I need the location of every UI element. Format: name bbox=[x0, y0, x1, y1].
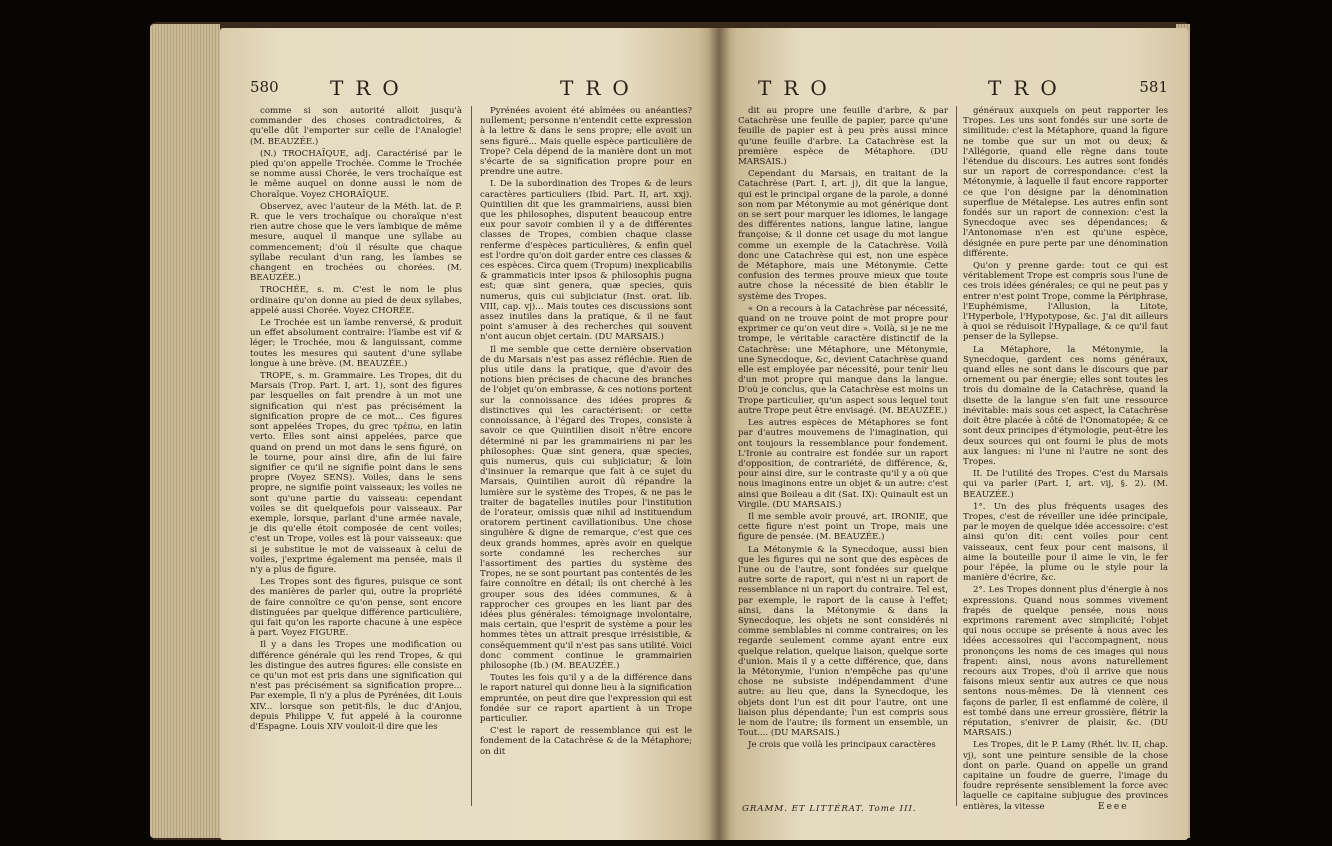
paragraph: I. De la subordination des Tropes & de leurs caractères particuliers (Ibid. Part. II, art. xxj). Quintilien dit que les grammairiens, aussi bien que les philosophes, disputent beaucoup entre eux pour savoir combien il y a de différentes classes de Tropes, combien chaque classe renferme d'espèces particulières, & enfin quel est l'ordre qu'on doit garder entre ces classes & ces espèces. Circa quem (Tropum) inexplicabilis & grammaticis inter ipsos & philosophis pugna est; quæ sint genera, quæ species, quis numerus, quis cui subjiciatur (Inst. orat. lib. VIII, cap. vj)... Mais toutes ces discussions sont assez inutiles dans la pratique, & il ne faut point s'amuser à des recherches qui souvent n'ont aucun objet certain. (DU MARSAIS.) bbox=[480, 179, 692, 343]
paragraph: 1°. Un des plus fréquents usages des Tropes, c'est de réveiller une idée principale, par le moyen de quelque idée accessoire: c'est ainsi qu'on dit: cent voiles pour cent vaisseaux, cent feux pour cent maisons, il aime la bouteille pour il aime le vin, le fer pour l'épée, la plume ou le style pour la manière d'écrire, &c. bbox=[963, 501, 1168, 584]
paragraph: TROPE, s. m. Grammaire. Les Tropes, dit du Marsais (Trop. Part. I, art. 1), sont des figures par lesquelles on fait prendre à un mot une signification qui n'est pas précisément la signification propre de ce mot... Ces figures sont appelées Tropes, du grec τρέπω, en latin verto. Elles sont ainsi appelées, parce que quand on prend un mot dans le sens figuré, on le tourne, pour ainsi dire, afin de lui faire signifier ce qu'il ne signifie point dans le sens propre (Voyez SENS). Voiles, dans le sens propre, ne signifie point vaisseaux; les voiles ne sont qu'une partie du vaisseau: cependant voiles se dit quelquefois pour vaisseaux. Par exemple, lorsque, parlant d'une armée navale, je dis qu'elle étoit composée de cent voiles; c'est un Trope, voiles est là pour vaisseaux: que si je substitue le mot de vaisseaux à celui de voiles, j'exprime également ma pensée, mais il n'y a plus de figure. bbox=[250, 371, 462, 575]
paragraph: La Métaphore, la Métonymie, la Synecdoque, gardent ces noms généraux, quand elles ne sont dans le discours que par ornement ou par énergie; elles sont toutes les trois du domaine de la Catachrèse, quand la disette de la langue s'en fait une ressource inévitable: mais sous cet aspect, la Catachrèse doit être placée à côté de l'Onomatopée; & ce sont deux principes d'étymologie, peut-être les deux sources qui ont fourni le plus de mots aux langues: ni l'une ni l'autre ne sont des Tropes. bbox=[963, 344, 1168, 467]
running-head: TRO bbox=[758, 76, 839, 100]
paragraph: Cependant du Marsais, en traitant de la Catachrèse (Part. I, art. j), dit que la langue, qui est le principal organe de la parole, a donné son nom par Métonymie au mot générique dont on se sert pour marquer les idiomes, le langage des différentes nations, langue latine, langue françoise; & il donne cet usage du mot langue comme un exemple de la Catachrèse. Voilà donc une Catachrèse qui est, non une espèce de Métaphore, mais une Métonymie. Cette confusion des termes prouve mieux que toute autre chose la nécessité de bien établir le système des Tropes. bbox=[738, 169, 948, 302]
paragraph: Je crois que voilà les principaux caractères bbox=[748, 740, 936, 751]
paragraph: (N.) TROCHAÏQUE, adj. Caractérisé par le pied qu'on appelle Trochée. Comme le Trochée se nomme aussi Chorée, le vers trochaïque est le même auquel on donne aussi le nom de Choraïque. Voyez CHORAÏQUE. bbox=[250, 148, 462, 200]
paragraph: TROCHÉE, s. m. C'est le nom le plus ordinaire qu'on donne au pied de deux syllabes, appelé aussi Chorée. Voyez CHORÉE. bbox=[250, 285, 462, 316]
page-footer: GRAMM. ET LITTÉRAT. Tome III. bbox=[742, 804, 917, 814]
paragraph: Il me semble que cette dernière observation de du Marsais n'est pas assez réfléchie. Rien de plus utile dans la pratique, que d'avoir des notions bien précises de chacune des branches de l'objet qu'on embrasse, & ces notions portent sur la connoissance des idées propres & distinctives qui les caractérisent: or cette connoissance, à l'égard des Tropes, consiste à savoir ce que Quintilien disoit n'être encore déterminé ni par les grammairiens ni par les philosophes: Quæ sint genera, quæ species, quis numerus, quis cui subjiciatur; & loin d'insinuer la remarque que fait à ce sujet du Marsais, Quintilien auroit dû répandre la lumière sur le système des Tropes, & ne pas le traiter de bagatelles inutiles pour l'institution de l'orateur, omissis quæ nihil ad instituendum oratorem pertinent cavillationibus. Une chose singulière & digne de remarque, c'est que ces deux grands hommes, après avoir en quelque sorte condamné les recherches sur l'assortiment des parties du système des Tropes, ne se sont pourtant pas contentés de les faire connoître en détail; ils ont cherché à les grouper sous des idées communes, & à rapprocher ces groupes en les liant par des idées plus générales: témoignage involontaire, mais certain, que l'esprit de système a pour les hommes tètes un attrait presque irrésistible, & conséquemment qu'il n'est pas sans utilité. Voici donc comment continue le grammairien philosophe (Ib.) (M. BEAUZÉE.) bbox=[480, 344, 692, 671]
page-edges-left bbox=[150, 24, 220, 838]
page-number: 580 bbox=[250, 78, 279, 96]
paragraph: Les autres espèces de Métaphores se font par d'autres mouvemens de l'imagination, qui ont toujours la ressemblance pour fondement. L'Ironie au contraire est fondée sur un raport d'opposition, de contrariété, de différence, &, pour ainsi dire, sur le contraste qu'il y a où que nous imaginons entre un objet & un autre: c'est ainsi que Boileau a dit (Sat. IX): Quinault est un Virgile. (DU MARSAIS.) bbox=[738, 418, 948, 510]
right-page-column-1 bbox=[738, 106, 948, 796]
paragraph: Il me semble avoir prouvé, art. IRONIE, que cette figure n'est point un Trope, mais une figure de pensée. (M. BEAUZÉE.) bbox=[738, 511, 948, 543]
paragraph: Qu'on y prenne garde: tout ce qui est véritablement Trope est compris sous l'une de ces trois idées générales; ce qui ne peut pas y entrer n'est point Trope, comme la Périphrase, l'Euphémisme, l'Allusion, la Litote, l'Hyperbole, l'Hypotypose, &c. J'ai dit ailleurs à quoi se réduisoit l'Hypallage, & ce qu'il faut penser de la Syllepse. bbox=[963, 261, 1168, 343]
left-page-column-2 bbox=[480, 106, 692, 806]
paragraph: Les Tropes sont des figures, puisque ce sont des manières de parler qui, outre la propriété de faire connoître ce qu'on pense, sont encore distinguées par quelque différence particulière, qui fait qu'on les raporte chacune à une espèce à part. Voyez FIGURE. bbox=[250, 577, 462, 639]
paragraph: « On a recours à la Catachrèse par nécessité, quand on ne trouve point de mot propre pour exprimer ce qu'on veut dire ». Voilà, si je ne me trompe, le véritable caractère distinctif de la Catachrèse: une Métaphore, une Métonymie, une Synecdoque, &c, devient Catachrèse quand elle est employée par nécessité, pour tenir lieu d'un mot propre qui manque dans la langue. D'où je conclus, que la Catachrèse est moins un Trope particulier, qu'un aspect sous lequel tout autre Trope peut être envisagé. (M. BEAUZÉE.) bbox=[738, 303, 948, 416]
left-page-column-1 bbox=[250, 106, 462, 806]
open-book bbox=[150, 22, 1190, 840]
paragraph: C'est le raport de ressemblance qui est le fondement de la Catachrèse & de la Métaphore; on dit bbox=[480, 726, 692, 757]
right-page-header bbox=[718, 76, 1188, 102]
column-rule bbox=[956, 106, 957, 806]
paragraph: Pyrénées avoient été abîmées ou anéanties? nullement; personne n'entendit cette expression à la lettre & dans le sens propre; elle avoit un sens figuré... Mais quelle espèce particulière de Trope? Cela dépend de la manière dont un mot s'écarte de sa signification propre pour en prendre une autre. bbox=[480, 106, 692, 178]
signature-mark: Eeee bbox=[1098, 802, 1129, 812]
column-rule bbox=[471, 106, 472, 806]
paragraph: comme si son autorité alloit jusqu'à commander des choses contradictoires, & qu'elle dût l'emporter sur celle de l'Analogie! (M. BEAUZÉE.) bbox=[250, 106, 462, 147]
paragraph: généraux auxquels on peut rapporter les Tropes. Les uns sont fondés sur une sorte de similitude: c'est la Métaphore, quand la figure ne tombe que sur un mot ou deux; & l'Allégorie, quand elle règne dans toute l'étendue du discours. Les autres sont fondés sur un raport de correspondance: c'est la Métonymie, à laquelle il faut encore rapporter ce que l'on désigne par la dénomination superflue de Métalepse. Les autres enfin sont fondés sur un raport de connexion: c'est la Synecdoque avec ses dépendances; & l'Antonomase n'en est qu'une espèce, désignée en pure perte par une dénomination différente. bbox=[963, 106, 1168, 259]
paragraph: Observez, avec l'auteur de la Méth. lat. de P. R. que le vers trochaïque ou choraïque n'est rien autre chose que le vers ïambique de même mesure, auquel il manque une syllabe au commencement; d'où il résulte que chaque syllabe reculant d'un rang, les ïambes se changent en trochées ou chorées. (M. BEAUZÉE.) bbox=[250, 201, 462, 284]
book-gutter bbox=[708, 28, 730, 840]
running-head: TRO bbox=[330, 76, 411, 100]
paragraph: II. De l'utilité des Tropes. C'est du Marsais qui va parler (Part. I, art. vij, §. 2). (M. BEAUZÉE.) bbox=[963, 469, 1168, 500]
running-head: TRO bbox=[988, 76, 1069, 100]
paragraph: Toutes les fois qu'il y a de la différence dans le raport naturel qui donne lieu à la signification empruntée, on peut dire que l'expression qui est fondée sur ce raport apartient à un Trope particulier. bbox=[480, 673, 692, 724]
right-page bbox=[718, 28, 1188, 840]
page-number: 581 bbox=[1139, 78, 1168, 96]
paragraph: La Métonymie & la Synecdoque, aussi bien que les figures qui ne sont que des espèces de l'une ou de l'autre, sont fondées sur quelque autre sorte de raport, qui n'est ni un raport de ressemblance ni un raport du contraire. Tel est, par exemple, le raport de la cause à l'effet; ainsi, dans la Métonymie & dans la Synecdoque, les objets ne sont considérés ni comme semblables ni comme contraires; on les regarde seulement comme ayant entre eux quelque relation, quelque liaison, quelque sorte d'union. Mais il y a cette différence, que, dans la Métonymie, l'union n'empêche pas qu'une chose ne subsiste indépendamment d'une autre: au lieu que, dans la Synecdoque, les objets dont l'un est dit pour l'autre, ont une liaison plus dépendante; l'un est compris sous le nom de l'autre; ils forment un ensemble, un Tout.... (DU MARSAIS.) bbox=[738, 544, 948, 739]
paragraph: Il y a dans les Tropes une modification ou différence générale qui les rend Tropes, & qui les distingue des autres figures: elle consiste en ce qu'un mot est pris dans une signification qui n'est pas précisément sa signification propre... Par exemple, Il n'y a plus de Pyrénées, dit Louis XIV... lorsque son petit-fils, le duc d'Anjou, depuis Philippe V, fut appelé à la couronne d'Espagne. Louis XIV vouloit-il dire que les bbox=[250, 640, 462, 732]
left-page-header bbox=[220, 76, 718, 102]
running-head: TRO bbox=[560, 76, 641, 100]
paragraph: dit au propre une feuille d'arbre, & par Catachrèse une feuille de papier, parce qu'une feuille de papier est à peu près aussi mince qu'une feuille d'arbre. La Catachrèse est la première espèce de Métaphore. (DU MARSAIS.) bbox=[738, 106, 948, 168]
paragraph: 2°. Les Tropes donnent plus d'énergie à nos expressions. Quand nous sommes vivement frapés de quelque pensée, nous nous exprimons rarement avec simplicité; l'objet qui nous occupe se présente à nous avec les idées accessoires qui l'accompagnent, nous prononçons les noms de ces images qui nous frapent: ainsi, nous avons naturellement recours aux Tropes, d'où il arrive que nous faisons mieux sentir aux autres ce que nous sentons nous-mêmes. De là viennent ces façons de parler, Il est enflammé de colère, il est tombé dans une erreur grossière, flétrir la réputation, s'enivrer de plaisir, &c. (DU MARSAIS.) bbox=[963, 585, 1168, 739]
left-page bbox=[220, 28, 718, 840]
paragraph: Les Tropes, dit le P. Lamy (Rhét. liv. II, chap. vj), sont une peinture sensible de la chose dont on parle. Quand on appelle un grand capitaine un foudre de guerre, l'image du foudre représente sensiblement la force avec laquelle ce capitaine subjugue des provinces entières, la vitesse bbox=[963, 740, 1168, 812]
paragraph: Le Trochée est un ïambe renversé, & produit un effet absolument contraire: l'ïambe est vif & léger; le Trochée, mou & languissant, comme toutes les mesures qui sautent d'une syllabe longue à une brève. (M. BEAUZÉE.) bbox=[250, 318, 462, 369]
